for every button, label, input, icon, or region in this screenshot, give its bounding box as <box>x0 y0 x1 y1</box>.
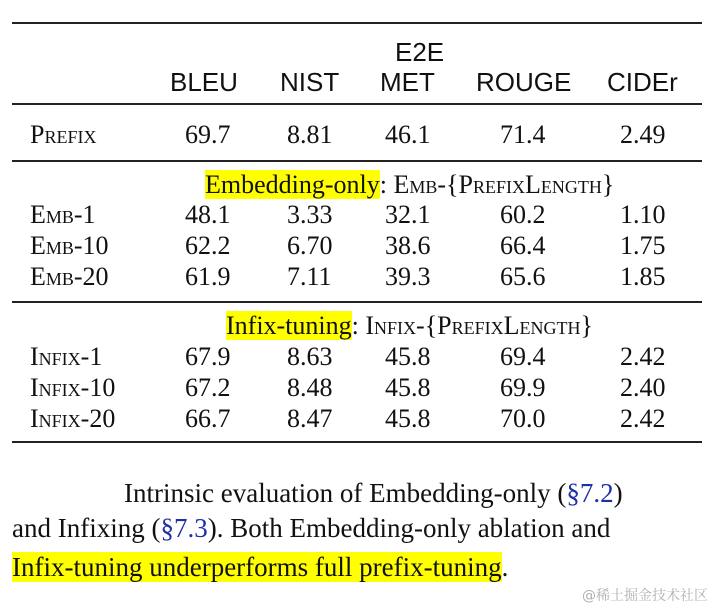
cell-infix-1-bleu: 67.9 <box>185 342 231 371</box>
cell-emb-10-bleu: 62.2 <box>185 231 231 260</box>
baseline-rule <box>12 160 702 162</box>
section-link-7-3[interactable]: §7.3 <box>160 513 208 543</box>
row-label-infix-1: Infix-1 <box>30 342 103 371</box>
cell-emb-20-nist: 7.11 <box>287 262 332 291</box>
section-link-7-2[interactable]: §7.2 <box>566 478 614 508</box>
cell-infix-20-cider: 2.42 <box>620 404 666 433</box>
cell-prefix-nist: 8.81 <box>287 120 333 149</box>
cell-infix-10-met: 45.8 <box>385 373 431 402</box>
caption-line-1 <box>124 478 623 509</box>
cell-prefix-met: 46.1 <box>385 120 431 149</box>
header-rule <box>12 103 702 105</box>
section-title-rest: : Emb-{PrefixLength} <box>379 170 615 199</box>
cell-infix-20-bleu: 66.7 <box>185 404 231 433</box>
table-bottom-rule <box>12 441 702 443</box>
cell-emb-1-nist: 3.33 <box>287 200 333 229</box>
cell-emb-1-met: 32.1 <box>385 200 431 229</box>
row-label-emb-20: Emb-20 <box>30 262 109 291</box>
cell-prefix-bleu: 69.7 <box>185 120 231 149</box>
cell-infix-20-nist: 8.47 <box>287 404 333 433</box>
caption-text: ) <box>613 478 623 508</box>
caption-text: . <box>501 552 509 582</box>
cell-emb-20-rouge: 65.6 <box>500 262 546 291</box>
cell-infix-10-nist: 8.48 <box>287 373 333 402</box>
caption-highlight: Infix-tuning underperforms full prefix-tuning <box>12 552 502 582</box>
cell-emb-1-cider: 1.10 <box>620 200 666 229</box>
row-label-emb-1: Emb-1 <box>30 200 96 229</box>
cell-emb-10-met: 38.6 <box>385 231 431 260</box>
caption-line-3 <box>12 552 508 583</box>
caption-text: and Infixing ( <box>12 513 161 543</box>
cell-infix-10-cider: 2.40 <box>620 373 666 402</box>
cell-infix-10-bleu: 67.2 <box>185 373 231 402</box>
caption-text: Intrinsic evaluation of Embedding-only ( <box>124 478 567 508</box>
column-header-bleu: BLEU <box>170 67 238 97</box>
row-label-prefix: Prefix <box>30 120 97 149</box>
section-title-highlight: Infix-tuning <box>226 311 352 340</box>
cell-infix-1-rouge: 69.4 <box>500 342 546 371</box>
cell-infix-20-met: 45.8 <box>385 404 431 433</box>
watermark: @稀土掘金技术社区 <box>582 588 708 604</box>
section-title-highlight: Embedding-only <box>205 170 380 199</box>
row-label-infix-10: Infix-10 <box>30 373 116 402</box>
section-rule <box>12 301 702 303</box>
cell-prefix-cider: 2.49 <box>620 120 666 149</box>
cell-infix-1-nist: 8.63 <box>287 342 333 371</box>
caption-line-2 <box>12 513 610 544</box>
row-label-emb-10: Emb-10 <box>30 231 109 260</box>
group-header-e2e: E2E <box>395 37 445 67</box>
cell-infix-1-met: 45.8 <box>385 342 431 371</box>
cell-emb-20-met: 39.3 <box>385 262 431 291</box>
cell-infix-20-rouge: 70.0 <box>500 404 546 433</box>
cell-infix-1-cider: 2.42 <box>620 342 666 371</box>
cell-emb-10-cider: 1.75 <box>620 231 666 260</box>
column-header-nist: NIST <box>280 67 340 97</box>
section-title-infix <box>226 311 593 341</box>
table-top-rule <box>12 22 702 24</box>
section-title-embedding <box>205 170 614 200</box>
cell-emb-1-bleu: 48.1 <box>185 200 231 229</box>
caption-text: ). Both Embedding-only ablation and <box>207 513 611 543</box>
column-header-rouge: ROUGE <box>476 67 572 97</box>
cell-emb-1-rouge: 60.2 <box>500 200 546 229</box>
cell-emb-10-rouge: 66.4 <box>500 231 546 260</box>
cell-emb-10-nist: 6.70 <box>287 231 333 260</box>
column-header-cider: CIDEr <box>607 67 678 97</box>
cell-infix-10-rouge: 69.9 <box>500 373 546 402</box>
cell-prefix-rouge: 71.4 <box>500 120 546 149</box>
column-header-met: MET <box>380 67 435 97</box>
row-label-infix-20: Infix-20 <box>30 404 116 433</box>
cell-emb-20-bleu: 61.9 <box>185 262 231 291</box>
cell-emb-20-cider: 1.85 <box>620 262 666 291</box>
section-title-rest: : Infix-{PrefixLength} <box>351 311 593 340</box>
